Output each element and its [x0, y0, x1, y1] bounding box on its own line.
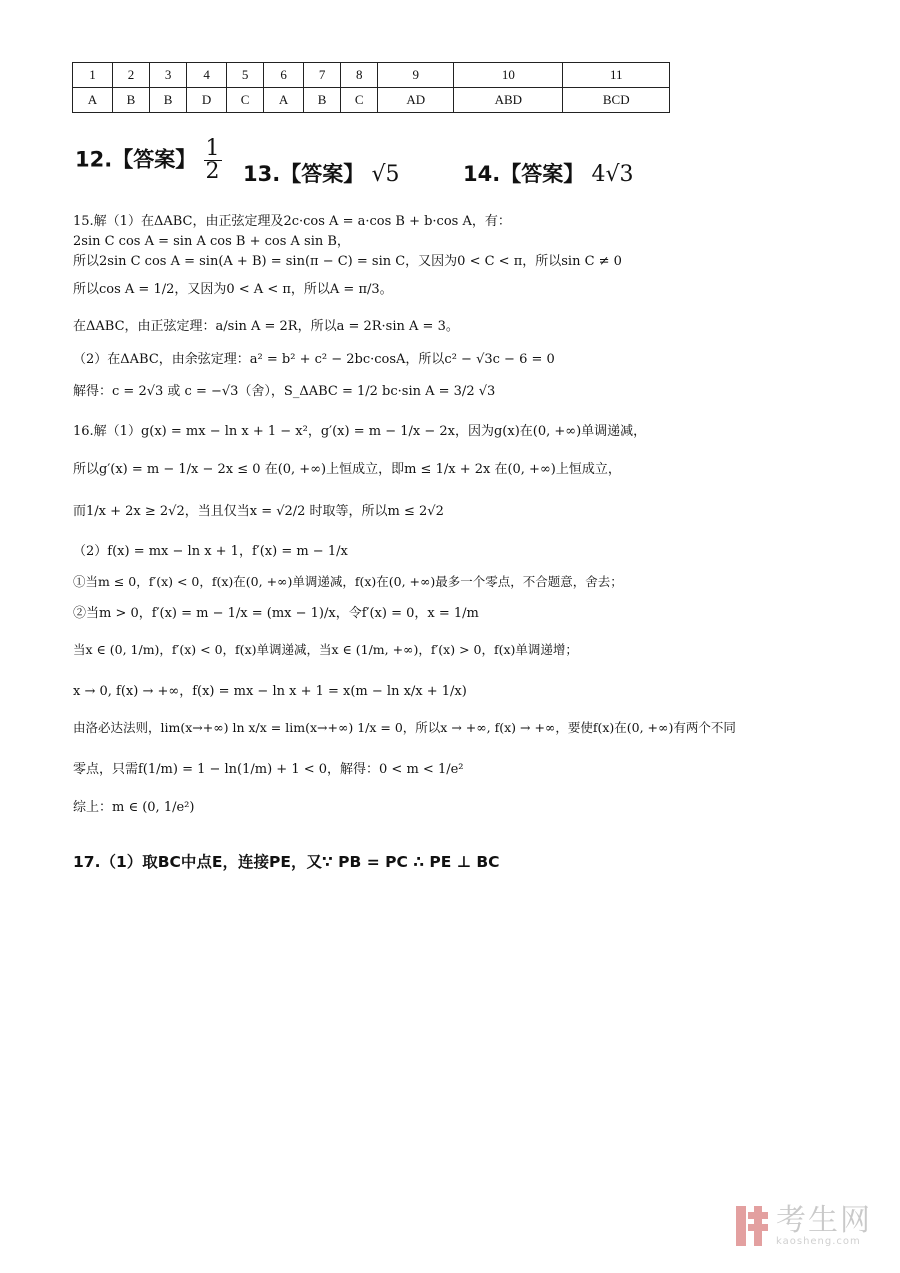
solution-line: 16.解（1）g(x) = mx − ln x + 1 − x²，g′(x) = m − 1/x − 2x，因为g(x)在(0, +∞)单调递减， [73, 424, 647, 439]
q14-label: 14.【答案】 [463, 162, 585, 186]
solution-line: 零点，只需f(1/m) = 1 − ln(1/m) + 1 < 0，解得：0 < m < 1/e² [73, 762, 464, 777]
question-number-cell: 6 [264, 63, 304, 88]
question-number-cell: 10 [454, 63, 563, 88]
solution-line: 2sin C cos A = sin A cos B + cos A sin B， [73, 234, 350, 249]
solution-line: 所以2sin C cos A = sin(A + B) = sin(π − C) = sin C，又因为0 < C < π，所以sin C ≠ 0 [73, 254, 622, 269]
answer-table-answer-row [73, 88, 670, 113]
solution-line: 在ΔABC，由正弦定理：a/sin A = 2R，所以a = 2R·sin A = 3。 [73, 319, 459, 334]
solution-line: 所以cos A = 1/2，又因为0 < A < π，所以A = π/3。 [73, 282, 393, 297]
watermark [734, 1202, 872, 1250]
answer-cell: A [264, 88, 304, 113]
q13-answer [243, 158, 400, 188]
solution-line: 当x ∈ (0, 1/m)，f′(x) < 0，f(x)单调递减，当x ∈ (1/m, +∞)，f′(x) > 0，f(x)单调递增； [73, 642, 578, 657]
question-number-cell: 8 [341, 63, 378, 88]
solution-line: 所以g′(x) = m − 1/x − 2x ≤ 0 在(0, +∞)上恒成立，即m ≤ 1/x + 2x 在(0, +∞)上恒成立， [73, 462, 621, 477]
watermark-title: 考生网 [776, 1202, 872, 1238]
solution-line: 由洛必达法则，lim(x→+∞) ln x/x = lim(x→+∞) 1/x = 0，所以x → +∞, f(x) → +∞，要使f(x)在(0, +∞)有两个不同 [73, 720, 736, 735]
solution-line: x → 0, f(x) → +∞，f(x) = mx − ln x + 1 = x(m − ln x/x + 1/x) [73, 684, 467, 699]
q13-value: √5 [371, 162, 400, 187]
solution-line: 而1/x + 2x ≥ 2√2，当且仅当x = √2/2 时取等，所以m ≤ 2√2 [73, 504, 444, 519]
question-number-cell: 11 [563, 63, 670, 88]
answer-cell: B [150, 88, 187, 113]
question-number-cell: 4 [187, 63, 227, 88]
answer-cell: A [73, 88, 113, 113]
answer-cell: D [187, 88, 227, 113]
q12-numerator: 1 [205, 136, 220, 161]
solution-line: （2）在ΔABC，由余弦定理：a² = b² + c² − 2bc·cosA，所以c² − √3c − 6 = 0 [73, 352, 555, 367]
q17-line: 17.（1）取BC中点E，连接PE，又∵ PB = PC ∴ PE ⊥ BC [73, 853, 500, 871]
answer-cell: ABD [454, 88, 563, 113]
answer-table [72, 62, 670, 113]
solution-line: 15.解（1）在ΔABC，由正弦定理及2c·cos A = a·cos B + b·cos A，有： [73, 214, 511, 229]
question-number-cell: 2 [112, 63, 149, 88]
solution-line: （2）f(x) = mx − ln x + 1，f′(x) = m − 1/x [73, 544, 348, 559]
solution-line: ①当m ≤ 0，f′(x) < 0，f(x)在(0, +∞)单调递减，f(x)在(0, +∞)最多一个零点，不合题意，舍去； [73, 574, 623, 589]
q12-denominator: 2 [205, 159, 220, 184]
watermark-logo-icon [734, 1202, 770, 1250]
answer-table-number-row [73, 63, 670, 88]
answer-cell: BCD [563, 88, 670, 113]
question-number-cell: 7 [304, 63, 341, 88]
question-number-cell: 9 [378, 63, 454, 88]
q12-fraction [204, 138, 222, 183]
solution-line: 解得：c = 2√3 或 c = −√3（舍），S_ΔABC = 1/2 bc·sin A = 3/2 √3 [73, 384, 496, 399]
solution-line: 综上：m ∈ (0, 1/e²) [73, 800, 195, 815]
answer-cell: B [304, 88, 341, 113]
question-number-cell: 1 [73, 63, 113, 88]
q14-answer [463, 158, 634, 188]
answer-cell: C [227, 88, 264, 113]
q12-label: 12.【答案】 [75, 147, 197, 172]
q14-value: 4√3 [591, 162, 634, 187]
answer-cell: C [341, 88, 378, 113]
question-number-cell: 3 [150, 63, 187, 88]
q12-answer [75, 138, 222, 183]
solution-line: ②当m > 0，f′(x) = m − 1/x = (mx − 1)/x，令f′(x) = 0，x = 1/m [73, 606, 479, 621]
answer-cell: B [112, 88, 149, 113]
q13-label: 13.【答案】 [243, 162, 365, 186]
watermark-url: kaosheng.com [776, 1235, 861, 1247]
answer-cell: AD [378, 88, 454, 113]
question-number-cell: 5 [227, 63, 264, 88]
